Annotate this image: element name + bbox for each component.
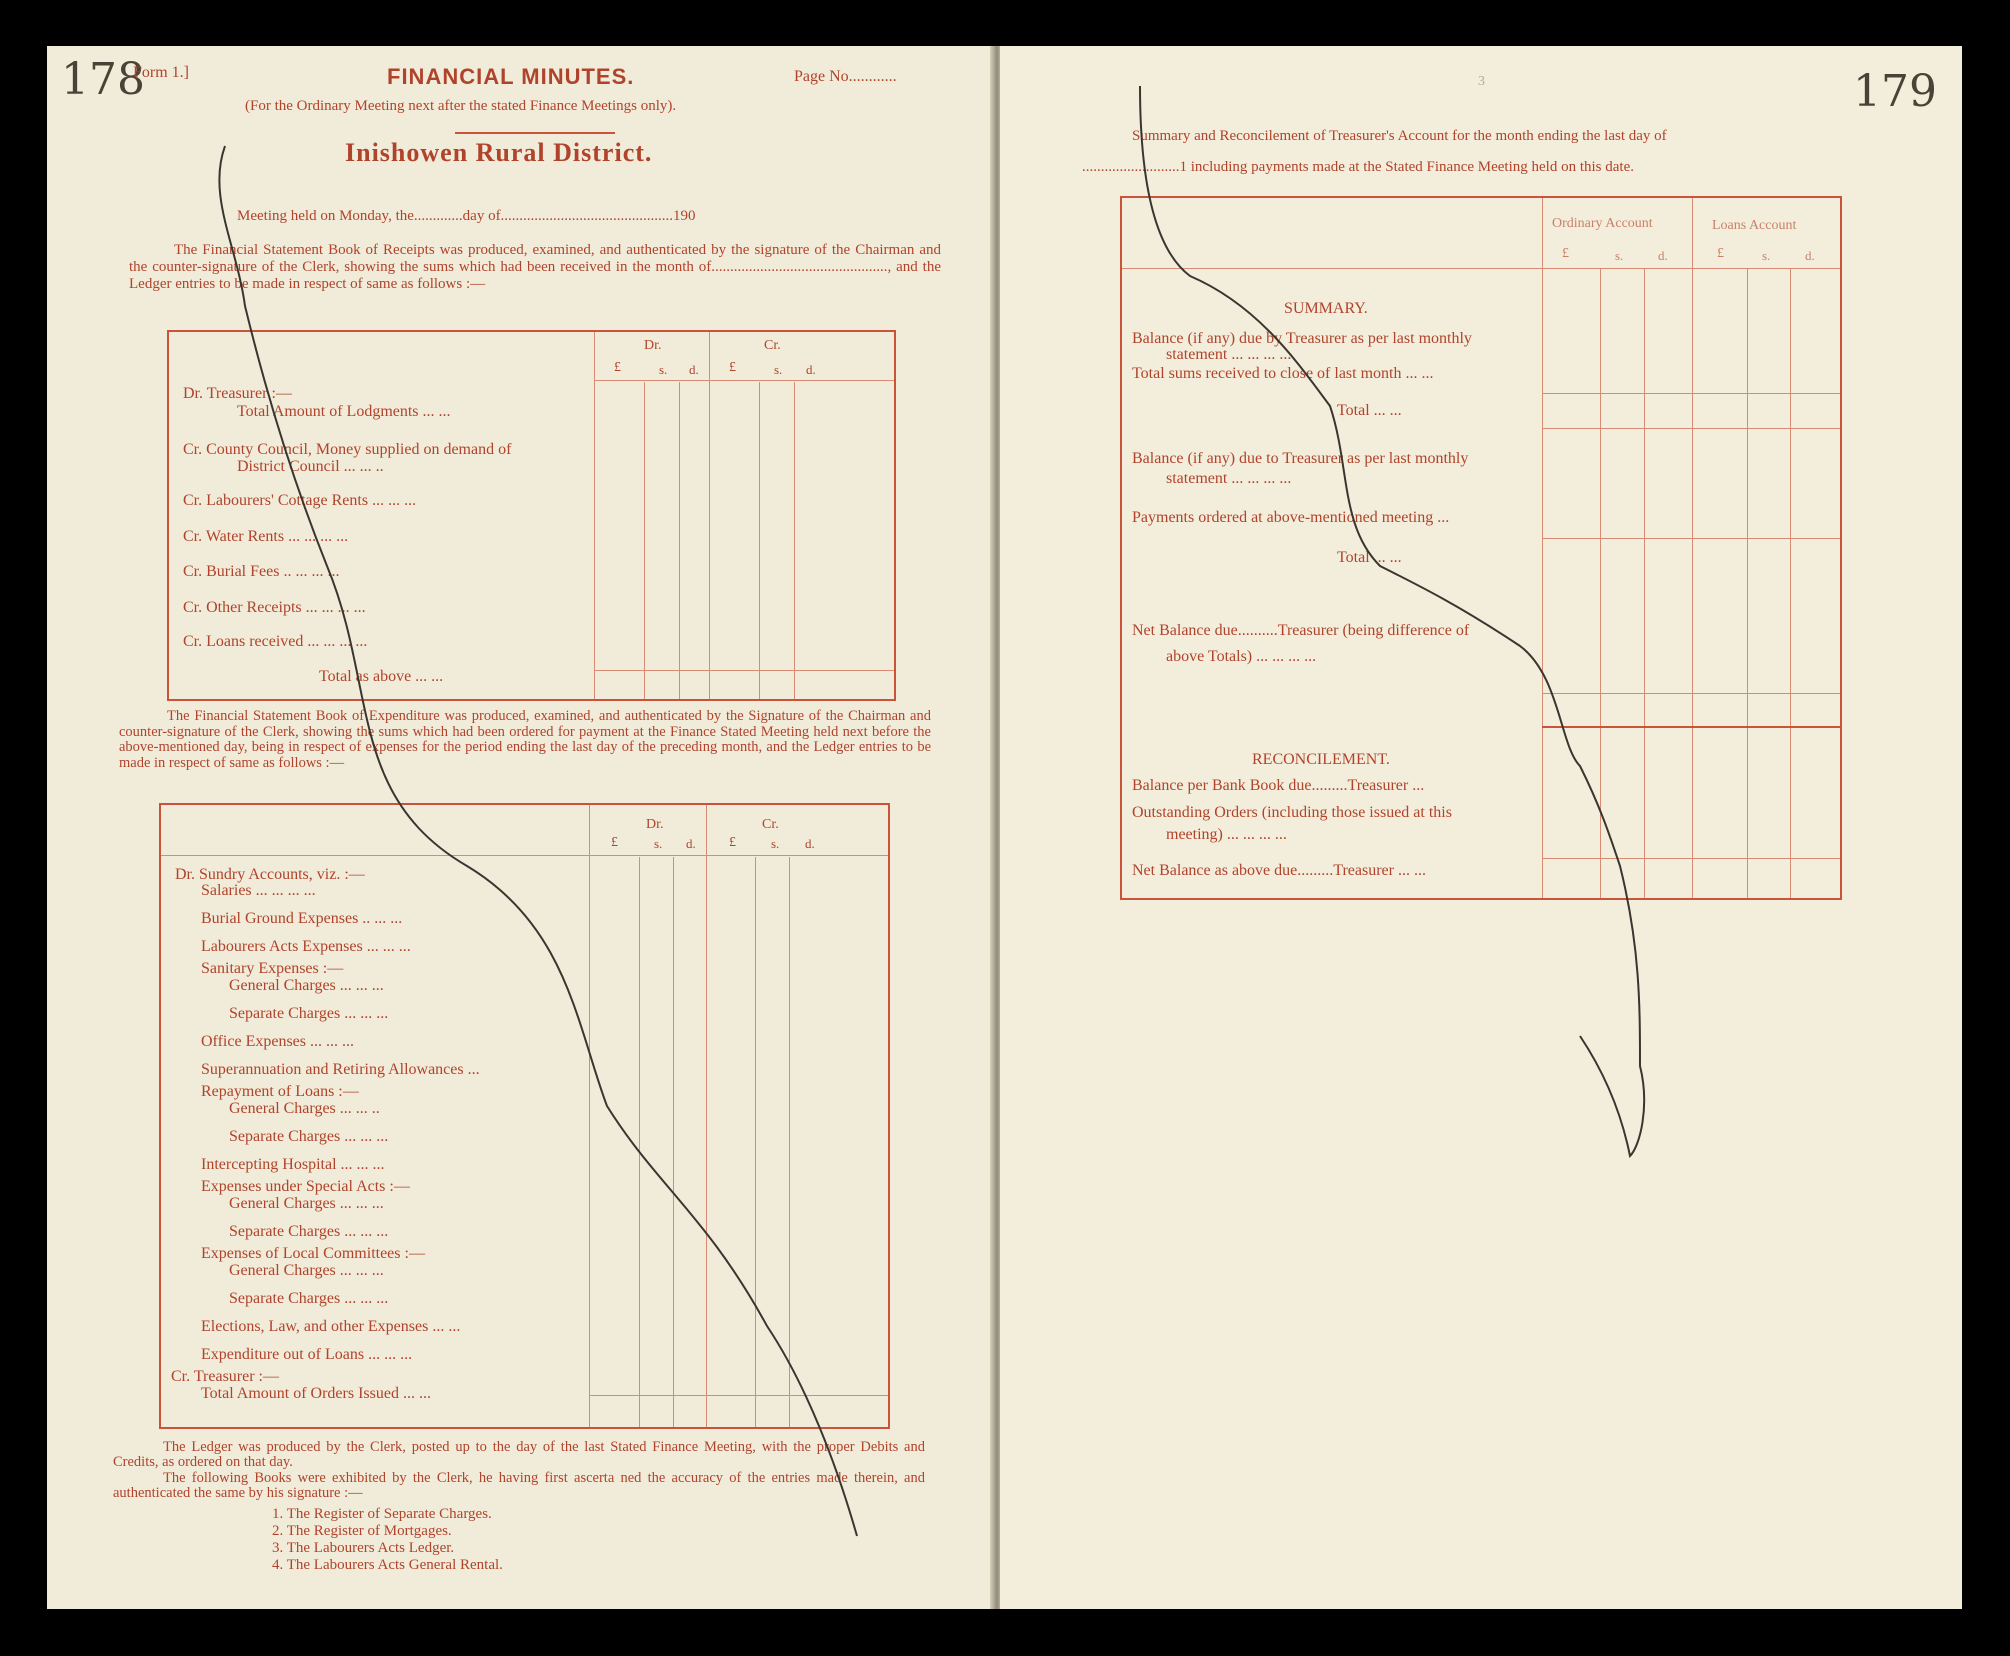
pence-header: d. (689, 362, 699, 377)
books-paragraph: The following Books were exhibited by the Clerk, he having first ascerta ned the accuracy of the entries made therein, and authenticated the same by his signature :— (113, 1470, 925, 1501)
receipt-row-label: Cr. Other Receipts ... ... ... ... (183, 599, 366, 616)
expense-row-label: Separate Charges ... ... ... (229, 1128, 389, 1145)
receipt-row-label: Cr. Loans received ... ... ... ... (183, 633, 368, 650)
reconcilement-row-label: meeting) ... ... ... ... (1166, 826, 1287, 843)
shillings-header: s. (654, 836, 663, 851)
pence-header: d. (686, 836, 696, 851)
expense-row-label: Burial Ground Expenses .. ... ... (201, 910, 403, 927)
pencil-cancel-line (1000, 46, 1962, 1609)
expense-row-label: Salaries ... ... ... ... (201, 882, 316, 899)
expense-row-label: Dr. Sundry Accounts, viz. :— (175, 866, 365, 883)
receipt-row-label: Dr. Treasurer :— (183, 385, 292, 402)
right-page (1000, 46, 1962, 1609)
expense-row-label: Office Expenses ... ... ... (201, 1033, 354, 1050)
district-name: Inishowen Rural District. (345, 138, 653, 167)
shillings-header: s. (771, 836, 780, 851)
pence-header: d. (805, 836, 815, 851)
reconcilement-row-label: Outstanding Orders (including those issued at this (1132, 804, 1452, 821)
summary-row-label: Net Balance due..........Treasurer (being difference of (1132, 622, 1470, 639)
pounds-header: £ (611, 835, 618, 850)
receipt-row-label: Cr. Labourers' Cottage Rents ... ... ... (183, 492, 417, 509)
expense-row-label: Expenses under Special Acts :— (201, 1178, 410, 1195)
receipt-total-label: Total as above ... ... (319, 668, 444, 685)
expense-row-label: Superannuation and Retiring Allowances ... (201, 1061, 480, 1078)
pounds-header: £ (729, 360, 736, 375)
expense-row-label: General Charges ... ... .. (229, 1100, 380, 1117)
pounds-header: £ (1717, 246, 1724, 261)
ledger-paragraph: The Ledger was produced by the Clerk, posted up to the day of the last Stated Finance Meeting, with the proper Debits and Credits, as ordered on that day. (113, 1439, 925, 1470)
book-item: 4. The Labourers Acts General Rental. (272, 1557, 503, 1573)
expense-row-label: Repayment of Loans :— (201, 1083, 359, 1100)
pence-header: d. (1805, 248, 1815, 263)
pencil-cancel-line (47, 46, 997, 1609)
summary-row-label: Total sums received to close of last month ... ... (1132, 365, 1434, 382)
left-page (47, 46, 997, 1609)
shillings-header: s. (1615, 248, 1624, 263)
receipt-row-label: District Council ... ... .. (237, 458, 384, 475)
expense-row-label: Labourers Acts Expenses ... ... ... (201, 938, 411, 955)
dr-header: Dr. (646, 817, 664, 832)
pence-header: d. (806, 362, 816, 377)
book-item: 2. The Register of Mortgages. (272, 1523, 452, 1539)
summary-total-label: Total ... ... (1337, 402, 1402, 419)
page-title: FINANCIAL MINUTES. (387, 64, 635, 89)
expense-row-label: General Charges ... ... ... (229, 977, 384, 994)
pounds-header: £ (729, 835, 736, 850)
expense-row-label: Expenditure out of Loans ... ... ... (201, 1346, 413, 1363)
cr-header: Cr. (764, 338, 781, 353)
summary-row-label: above Totals) ... ... ... ... (1166, 648, 1317, 665)
shillings-header: s. (774, 362, 783, 377)
expense-row-label: Expenses of Local Committees :— (201, 1245, 425, 1262)
book-item: 1. The Register of Separate Charges. (272, 1506, 492, 1522)
shillings-header: s. (659, 362, 668, 377)
summary-row-label: Balance (if any) due by Treasurer as per last monthly (1132, 330, 1472, 347)
expense-row-label: Total Amount of Orders Issued ... ... (201, 1385, 431, 1402)
page-number: 178 (61, 54, 145, 105)
expense-row-label: Separate Charges ... ... ... (229, 1223, 389, 1240)
receipt-row-label: Cr. Water Rents ... ... ... ... (183, 528, 349, 545)
page-subtitle: (For the Ordinary Meeting next after the stated Finance Meetings only). (245, 98, 677, 114)
shillings-header: s. (1762, 248, 1771, 263)
summary-row-label: statement ... ... ... ... (1166, 470, 1292, 487)
book-item: 3. The Labourers Acts Ledger. (272, 1540, 455, 1556)
reconcilement-title: RECONCILEMENT. (1252, 751, 1390, 768)
summary-total-label: Total ... ... (1337, 549, 1402, 566)
receipt-row-label: Cr. Burial Fees .. ... ... ... (183, 563, 340, 580)
dr-header: Dr. (644, 338, 662, 353)
loans-account-header: Loans Account (1712, 218, 1797, 233)
page-number: 179 (1853, 66, 1937, 117)
cr-header: Cr. (762, 817, 779, 832)
receipt-row-label: Cr. County Council, Money supplied on demand of (183, 441, 512, 458)
expense-row-label: Cr. Treasurer :— (171, 1368, 279, 1385)
expense-row-label: Elections, Law, and other Expenses ... ... (201, 1318, 461, 1335)
summary-row-label: Payments ordered at above-mentioned meeting ... (1132, 509, 1450, 526)
expense-row-label: Separate Charges ... ... ... (229, 1005, 389, 1022)
expense-row-label: Intercepting Hospital ... ... ... (201, 1156, 385, 1173)
reconcilement-row-label: Net Balance as above due.........Treasurer ... ... (1132, 862, 1426, 879)
expenditure-intro: The Financial Statement Book of Expenditure was produced, examined, and authenticated by the Signature of the Chairman and counter-signature of the Clerk, showing the sums which had been ordered for payment at the Finance Stated Meeting held next before the above-mentioned day, being in respect of expenses for the period ending the last day of the preceding month, and the Ledger entries to be made in respect of same as follows :— (119, 708, 931, 771)
page-no-label: Page No............ (794, 68, 897, 85)
meeting-line: Meeting held on Monday, the.............day of..............................................190 (237, 208, 696, 224)
expense-row-label: General Charges ... ... ... (229, 1195, 384, 1212)
pounds-header: £ (614, 360, 621, 375)
ordinary-account-header: Ordinary Account (1552, 216, 1653, 231)
small-number: 3 (1478, 74, 1485, 89)
summary-row-label: Balance (if any) due to Treasurer as per last monthly (1132, 450, 1469, 467)
summary-row-label: statement ... ... ... ... (1166, 346, 1292, 363)
expense-row-label: Separate Charges ... ... ... (229, 1290, 389, 1307)
summary-heading-line1: Summary and Reconcilement of Treasurer's Account for the month ending the last day of (1132, 128, 1667, 144)
expense-row-label: General Charges ... ... ... (229, 1262, 384, 1279)
pounds-header: £ (1562, 246, 1569, 261)
receipts-intro: The Financial Statement Book of Receipts was produced, examined, and authenticated by the signature of the Chairman and the counter-signature of the Clerk, showing the sums which had been received in the month of..............................................., and the Ledger entries to be made in respect of same as follows :— (129, 242, 941, 292)
expense-row-label: Sanitary Expenses :— (201, 960, 344, 977)
receipt-row-label: Total Amount of Lodgments ... ... (237, 403, 451, 420)
form-label: Form 1.] (133, 64, 189, 81)
summary-title: SUMMARY. (1284, 300, 1368, 317)
reconcilement-row-label: Balance per Bank Book due.........Treasurer ... (1132, 777, 1425, 794)
summary-heading-line2: ..........................1 including payments made at the Stated Finance Meeting held on this date. (1082, 159, 1634, 175)
pence-header: d. (1658, 248, 1668, 263)
